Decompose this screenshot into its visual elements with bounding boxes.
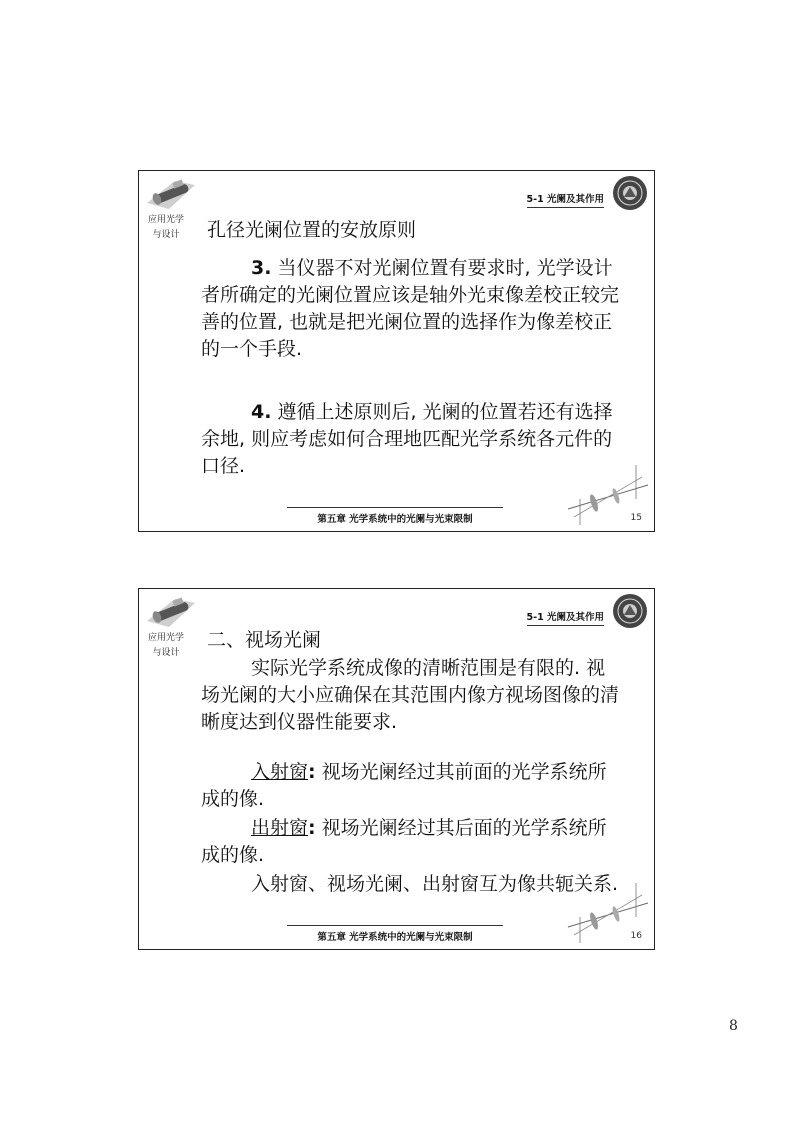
field-stop-paragraph: 实际光学系统成像的清晰范围是有限的. 视场光阑的大小应确保在其范围内像方视场图像的清晰度达到仪器性能要求. [201,657,620,733]
conjugate-relation: 入射窗、视场光阑、出射窗互为像共轭关系. [251,873,619,895]
exit-window-definition: 出射窗: 视场光阑经过其后面的光学系统所成的像. [201,817,607,866]
slide-number: 16 [630,931,642,941]
slide-15 [138,170,655,532]
optics-logo-icon [145,175,197,211]
chapter-footer: 第五章 光学系统中的光阑与光束限制 [287,925,503,943]
principle-3-paragraph: 3. 当仪器不对光阑位置有要求时, 光学设计者所确定的光阑位置应该是轴外光束像差校正较完善的位置, 也就是把光阑位置的选择作为像差校正的一个手段. [201,257,620,360]
slide-title: 二、视场光阑 [207,629,322,651]
entrance-window-term: 入射窗 [251,761,309,783]
university-seal-icon [612,593,648,629]
university-seal-icon [612,175,648,211]
section-tag: 5-1 光阑及其作用 [527,609,604,626]
page-number: 8 [729,1018,738,1034]
principle-4-paragraph: 4. 遵循上述原则后, 光阑的位置若还有选择余地, 则应考虑如何合理地匹配光学系统各元件的口径. [201,401,613,477]
section-tag: 5-1 光阑及其作用 [527,191,604,208]
slide-16 [138,588,655,950]
course-name: 应用光学 与设计 [147,215,184,240]
course-name: 应用光学 与设计 [147,633,184,658]
slide-number: 15 [630,513,642,523]
chapter-footer: 第五章 光学系统中的光阑与光束限制 [287,507,503,525]
optics-logo-icon [145,593,197,629]
entrance-window-definition: 入射窗: 视场光阑经过其前面的光学系统所成的像. [201,761,607,810]
slide-title: 孔径光阑位置的安放原则 [207,219,417,241]
exit-window-term: 出射窗 [251,817,309,839]
